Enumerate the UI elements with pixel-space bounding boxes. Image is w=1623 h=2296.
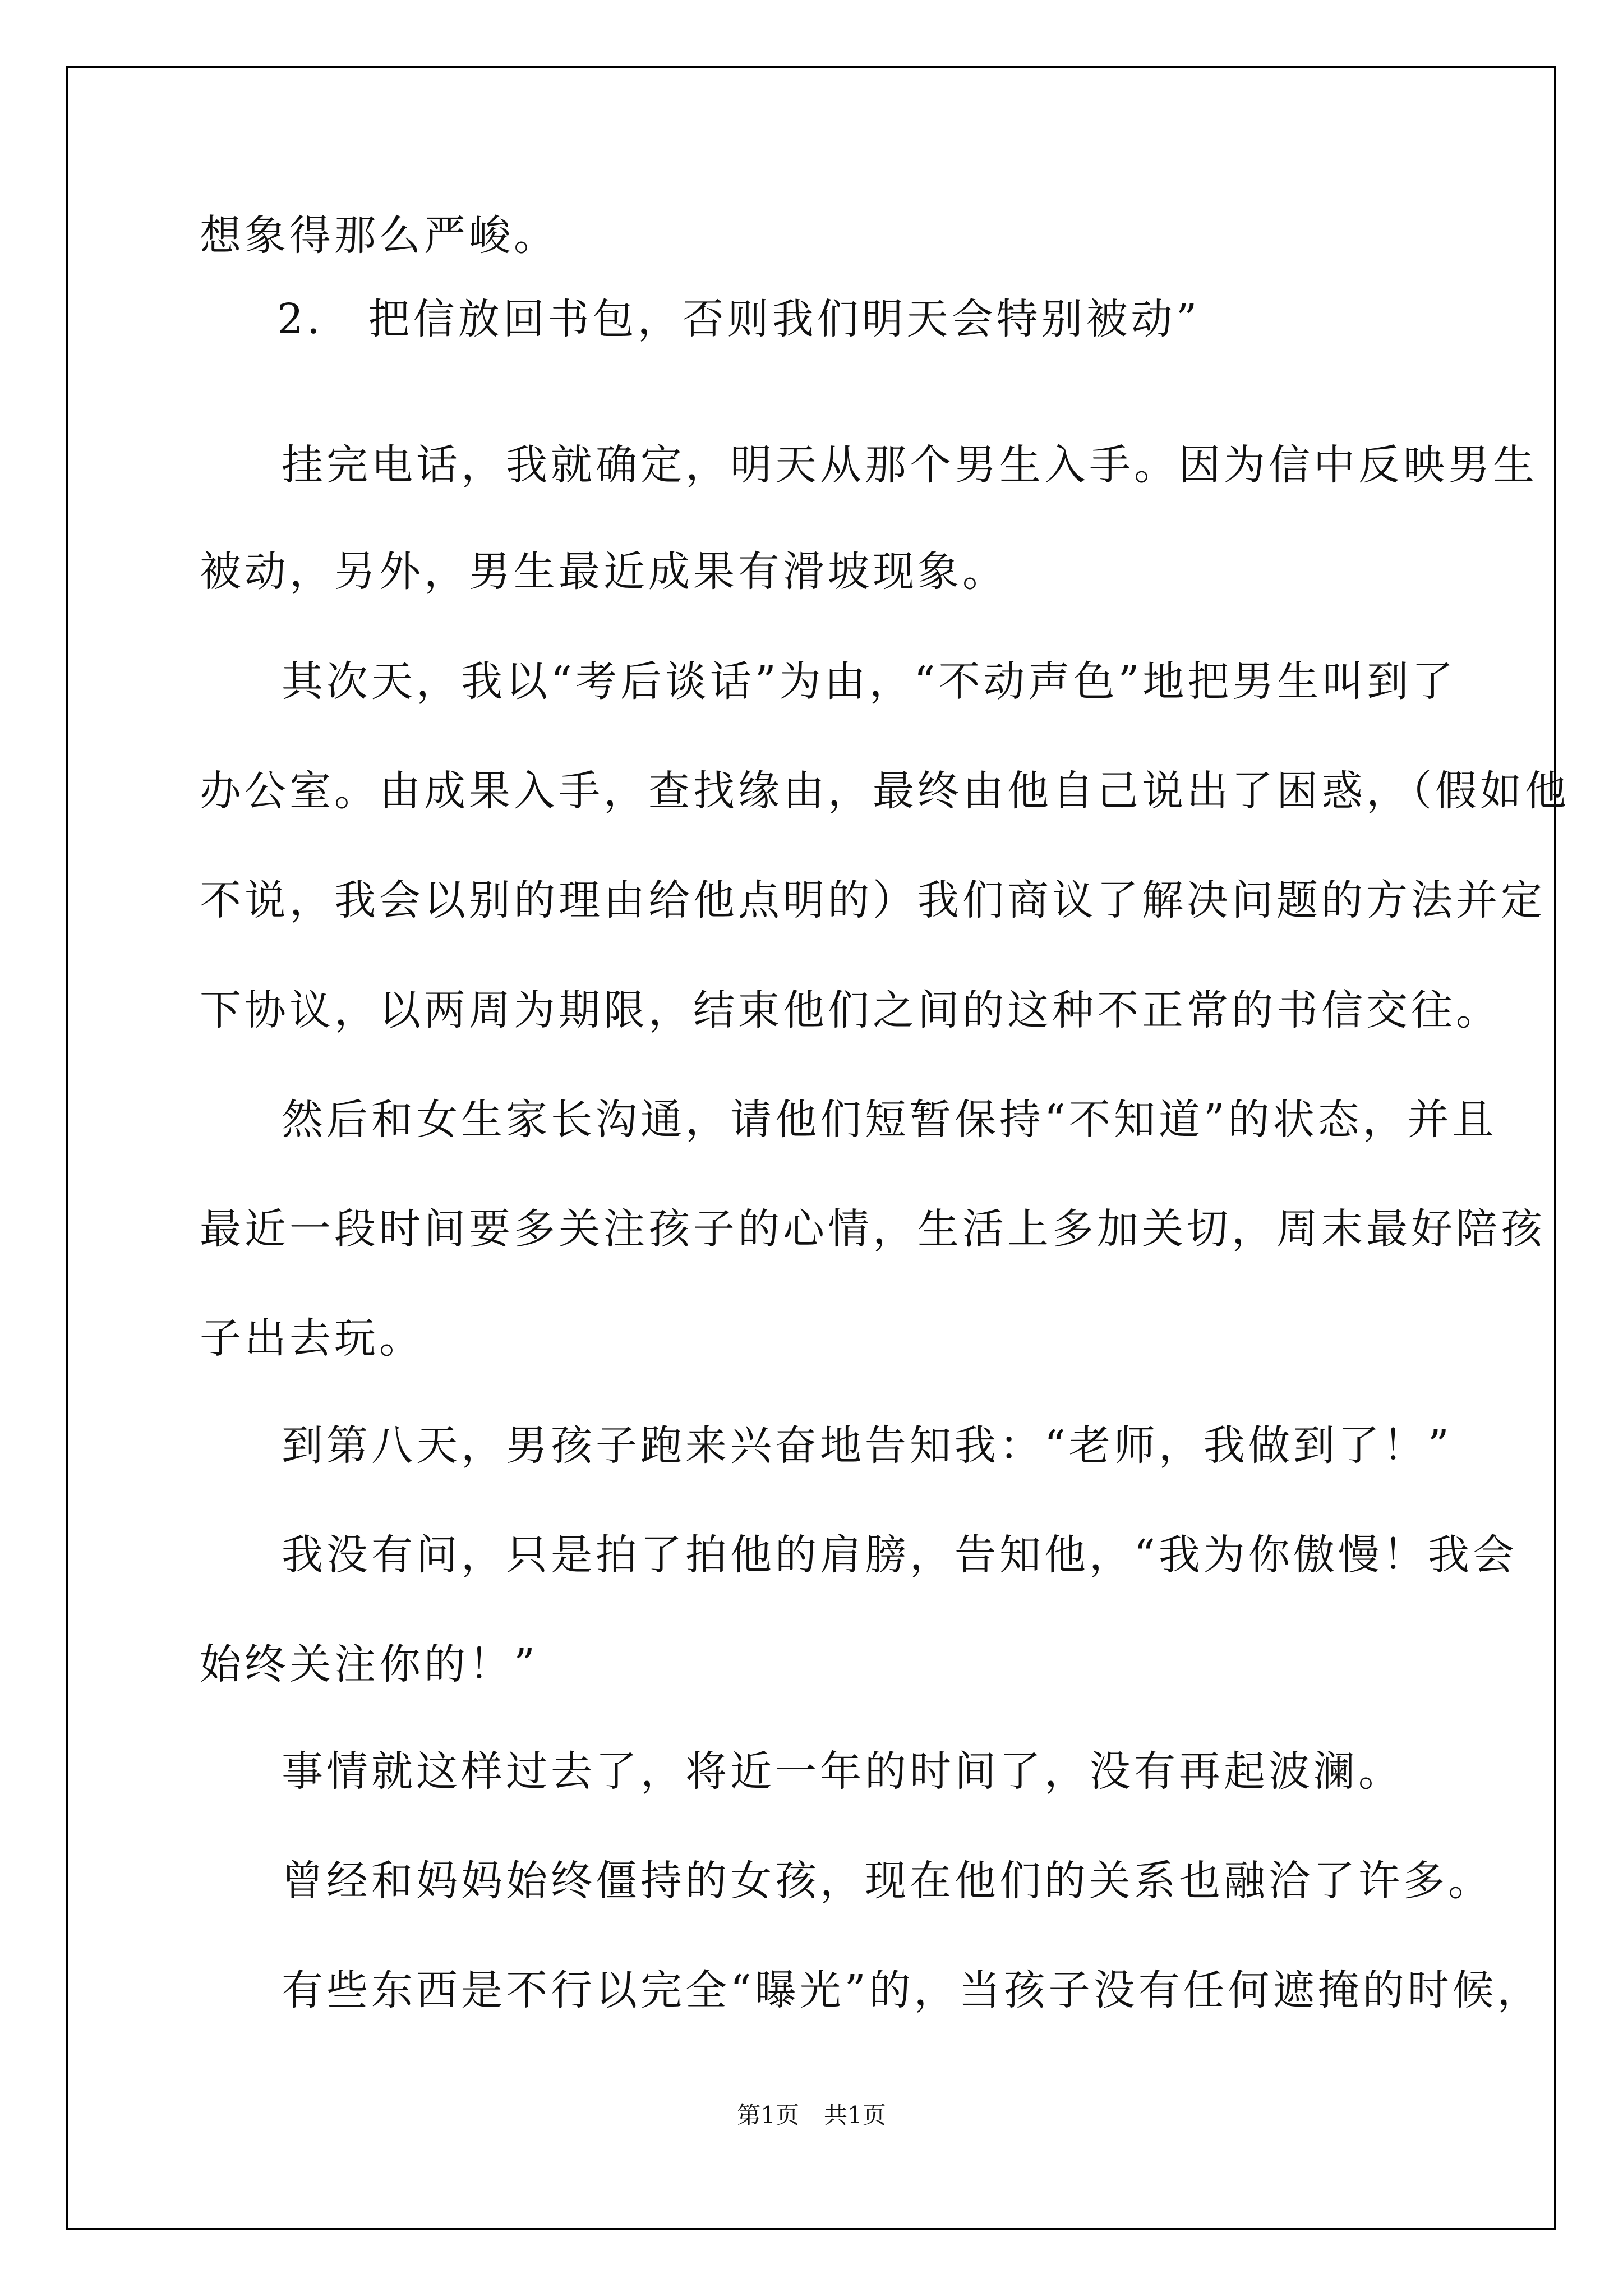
text-line: 事情就这样过去了，将近一年的时间了，没有再起波澜。	[282, 1747, 1403, 1796]
total-pages: 共1页	[824, 2101, 886, 2129]
text-line: 挂完电话，我就确定，明天从那个男生入手。因为信中反映男生	[282, 441, 1538, 489]
text-line: 我没有问，只是拍了拍他的肩膀，告知他，“我为你傲慢！我会	[282, 1531, 1518, 1579]
text-line: 始终关注你的！”	[200, 1640, 538, 1688]
text-line: 想象得那么严峻。	[200, 211, 559, 260]
text-line: 然后和女生家长沟通，请他们短暂保持“不知道”的状态，并且	[282, 1096, 1497, 1144]
text-line: 有些东西是不行以完全“曝光”的，当孩子没有任何遮掩的时候，	[282, 1966, 1542, 2014]
text-line: 曾经和妈妈始终僵持的女孩，现在他们的关系也融洽了许多。	[282, 1857, 1493, 1905]
text-line: 被动，另外，男生最近成果有滑坡现象。	[200, 547, 1007, 596]
page-number: 第1页	[737, 2101, 799, 2129]
text-line: 到第八天，男孩子跑来兴奋地告知我：“老师，我做到了！”	[282, 1421, 1453, 1470]
text-line: 不说，我会以别的理由给他点明的）我们商议了解决问题的方法并定	[200, 876, 1546, 924]
text-line: 子出去玩。	[200, 1314, 424, 1363]
text-line: 2. 把信放回书包，否则我们明天会特别被动”	[277, 295, 1201, 343]
text-line: 最近一段时间要多关注孩子的心情，生活上多加关切，周末最好陪孩	[200, 1205, 1546, 1253]
text-line: 办公室。由成果入手，查找缘由，最终由他自己说出了困惑，（假如他	[200, 767, 1570, 815]
text-line: 下协议，以两周为期限，结束他们之间的这种不正常的书信交往。	[200, 986, 1501, 1034]
text-line: 其次天，我以“考后谈话”为由，“不动声色”地把男生叫到了	[282, 657, 1457, 706]
page-footer	[0, 2097, 1623, 2131]
